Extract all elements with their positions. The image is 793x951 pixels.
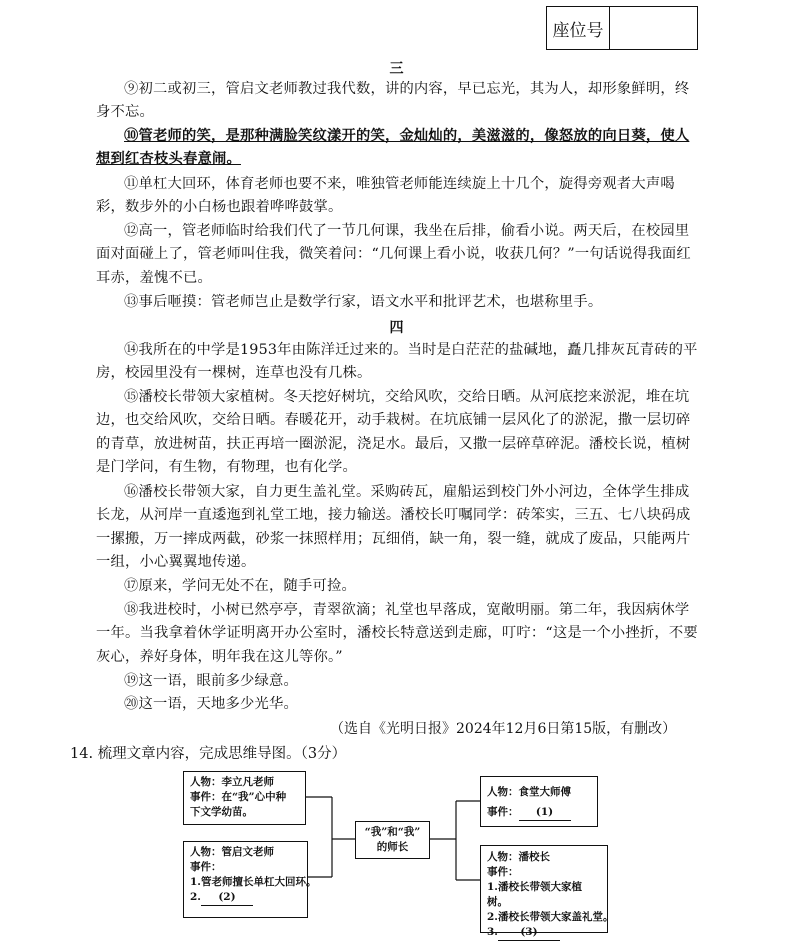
question-14: 14. 梳理文章内容，完成思维导图。（3分） (70, 746, 347, 762)
source-citation: （选自《光明日报》2024年12月6日第15版，有删改） (330, 721, 677, 737)
seat-number-label: 座位号 (547, 7, 610, 49)
node-person: 人物：潘校长 (487, 851, 550, 863)
mindmap-node-principal-pan (480, 845, 614, 938)
paragraph-20: ⑳这一语，天地多少光华。 (124, 696, 298, 712)
paragraph-11: ⑪单杠大回环，体育老师也要不来，唯独管老师能连续旋上十几个，旋得旁观者大声喝彩，数步外的小白杨也跟着哗哗鼓掌。 (96, 176, 675, 216)
node-event-cont: 下文学幼苗。 (190, 806, 253, 818)
node-person: 人物：管启文老师 (190, 846, 274, 858)
mindmap-node-canteen-chef (480, 776, 598, 827)
paragraph-17: ⑰原来，学问无处不在，随手可捡。 (124, 578, 356, 594)
paragraph-19: ⑲这一语，眼前多少绿意。 (124, 673, 298, 689)
node-event-1: 1.潘校长带领大家植树。 (487, 881, 582, 908)
center-line-2: 的师长 (376, 841, 409, 853)
node-event-label: 事件： (487, 866, 519, 878)
mindmap-center-node (355, 821, 430, 859)
center-line-1: “我”和“我” (364, 826, 421, 838)
node-person: 人物：李立凡老师 (190, 776, 274, 788)
node-event-label: 事件： (487, 806, 519, 818)
mindmap-node-guan-qiwen (183, 841, 317, 918)
paragraph-9: ⑨初二或初三，管启文老师教过我代数，讲的内容，早已忘光，其为人，却形象鲜明，终身不忘。 (96, 81, 690, 121)
paragraph-10: ⑩管老师的笑，是那种满脸笑纹漾开的笑，金灿灿的，美滋滋的，像怒放的向日葵，使人想到红杏枝头春意闹。 (96, 128, 690, 168)
paragraph-18: ⑱我进校时，小树已然亭亭，青翠欲滴；礼堂也早落成，宽敞明丽。第二年，我因病休学一年。当我拿着休学证明离开办公室时，潘校长特意送到走廊，叮咛：“这是一个小挫折，不要灰心，养好身体，明年我在这儿等你。” (96, 602, 698, 665)
node-event-2: 2.潘校长带领大家盖礼堂。 (487, 911, 614, 923)
node-event-2-prefix: 2. (190, 891, 201, 903)
answer-blank-1[interactable]: (1) (519, 805, 571, 821)
section-heading-four: 四 (389, 320, 404, 336)
node-event-label: 事件： (190, 861, 222, 873)
paragraph-12: ⑫高一，管老师临时给我们代了一节几何课，我坐在后排，偷看小说。两天后，在校园里面对面碰上了，管老师叫住我，微笑着问：“几何课上看小说，收获几何？”一句话说得我面红耳赤，羞愧不已。 (96, 223, 691, 286)
answer-blank-2[interactable]: (2) (201, 890, 253, 906)
paragraph-13: ⑬事后咂摸：管老师岂止是数学行家，语文水平和批评艺术，也堪称里手。 (124, 294, 603, 310)
mindmap-node-li-lifan (183, 771, 306, 825)
paragraph-16: ⑯潘校长带领大家，自力更生盖礼堂。采购砖瓦，雇船运到校门外小河边，全体学生排成长龙，从河岸一直逶迤到礼堂工地，接力输送。潘校长叮嘱同学：砖笨实，三五、七八块码成一摞搬，万一摔成两截，砂浆一抹照样用；瓦细俏，缺一角，裂一缝，就成了废品，只能两片一组，小心翼翼地传递。 (96, 484, 691, 571)
node-event: 事件：在“我”心中种 (190, 791, 287, 803)
paragraph-15: ⑮潘校长带领大家植树。冬天挖好树坑，交给风吹，交给日晒。从河底挖来淤泥，堆在坑边，也交给风吹，交给日晒。春暖花开，动手栽树。在坑底铺一层风化了的淤泥，撒一层切碎的青草，放进树苗，扶正再培一圈淤泥，浇足水。最后，又撒一层碎草碎泥。潘校长说，植树是门学问，有生物，有物理，也有化学。 (96, 389, 691, 476)
node-event-1: 1.管老师擅长单杠大回环。 (190, 876, 317, 888)
node-person: 人物：食堂大师傅 (487, 786, 571, 798)
node-event-3-prefix: 3. (487, 926, 498, 938)
section-heading-three: 三 (389, 61, 404, 77)
answer-blank-3[interactable]: (3) (498, 925, 560, 941)
paragraph-14: ⑭我所在的中学是1953年由陈洋迁过来的。当时是白茫茫的盐碱地，矗几排灰瓦青砖的平房，校园里没有一棵树，连草也没有几株。 (96, 342, 698, 382)
